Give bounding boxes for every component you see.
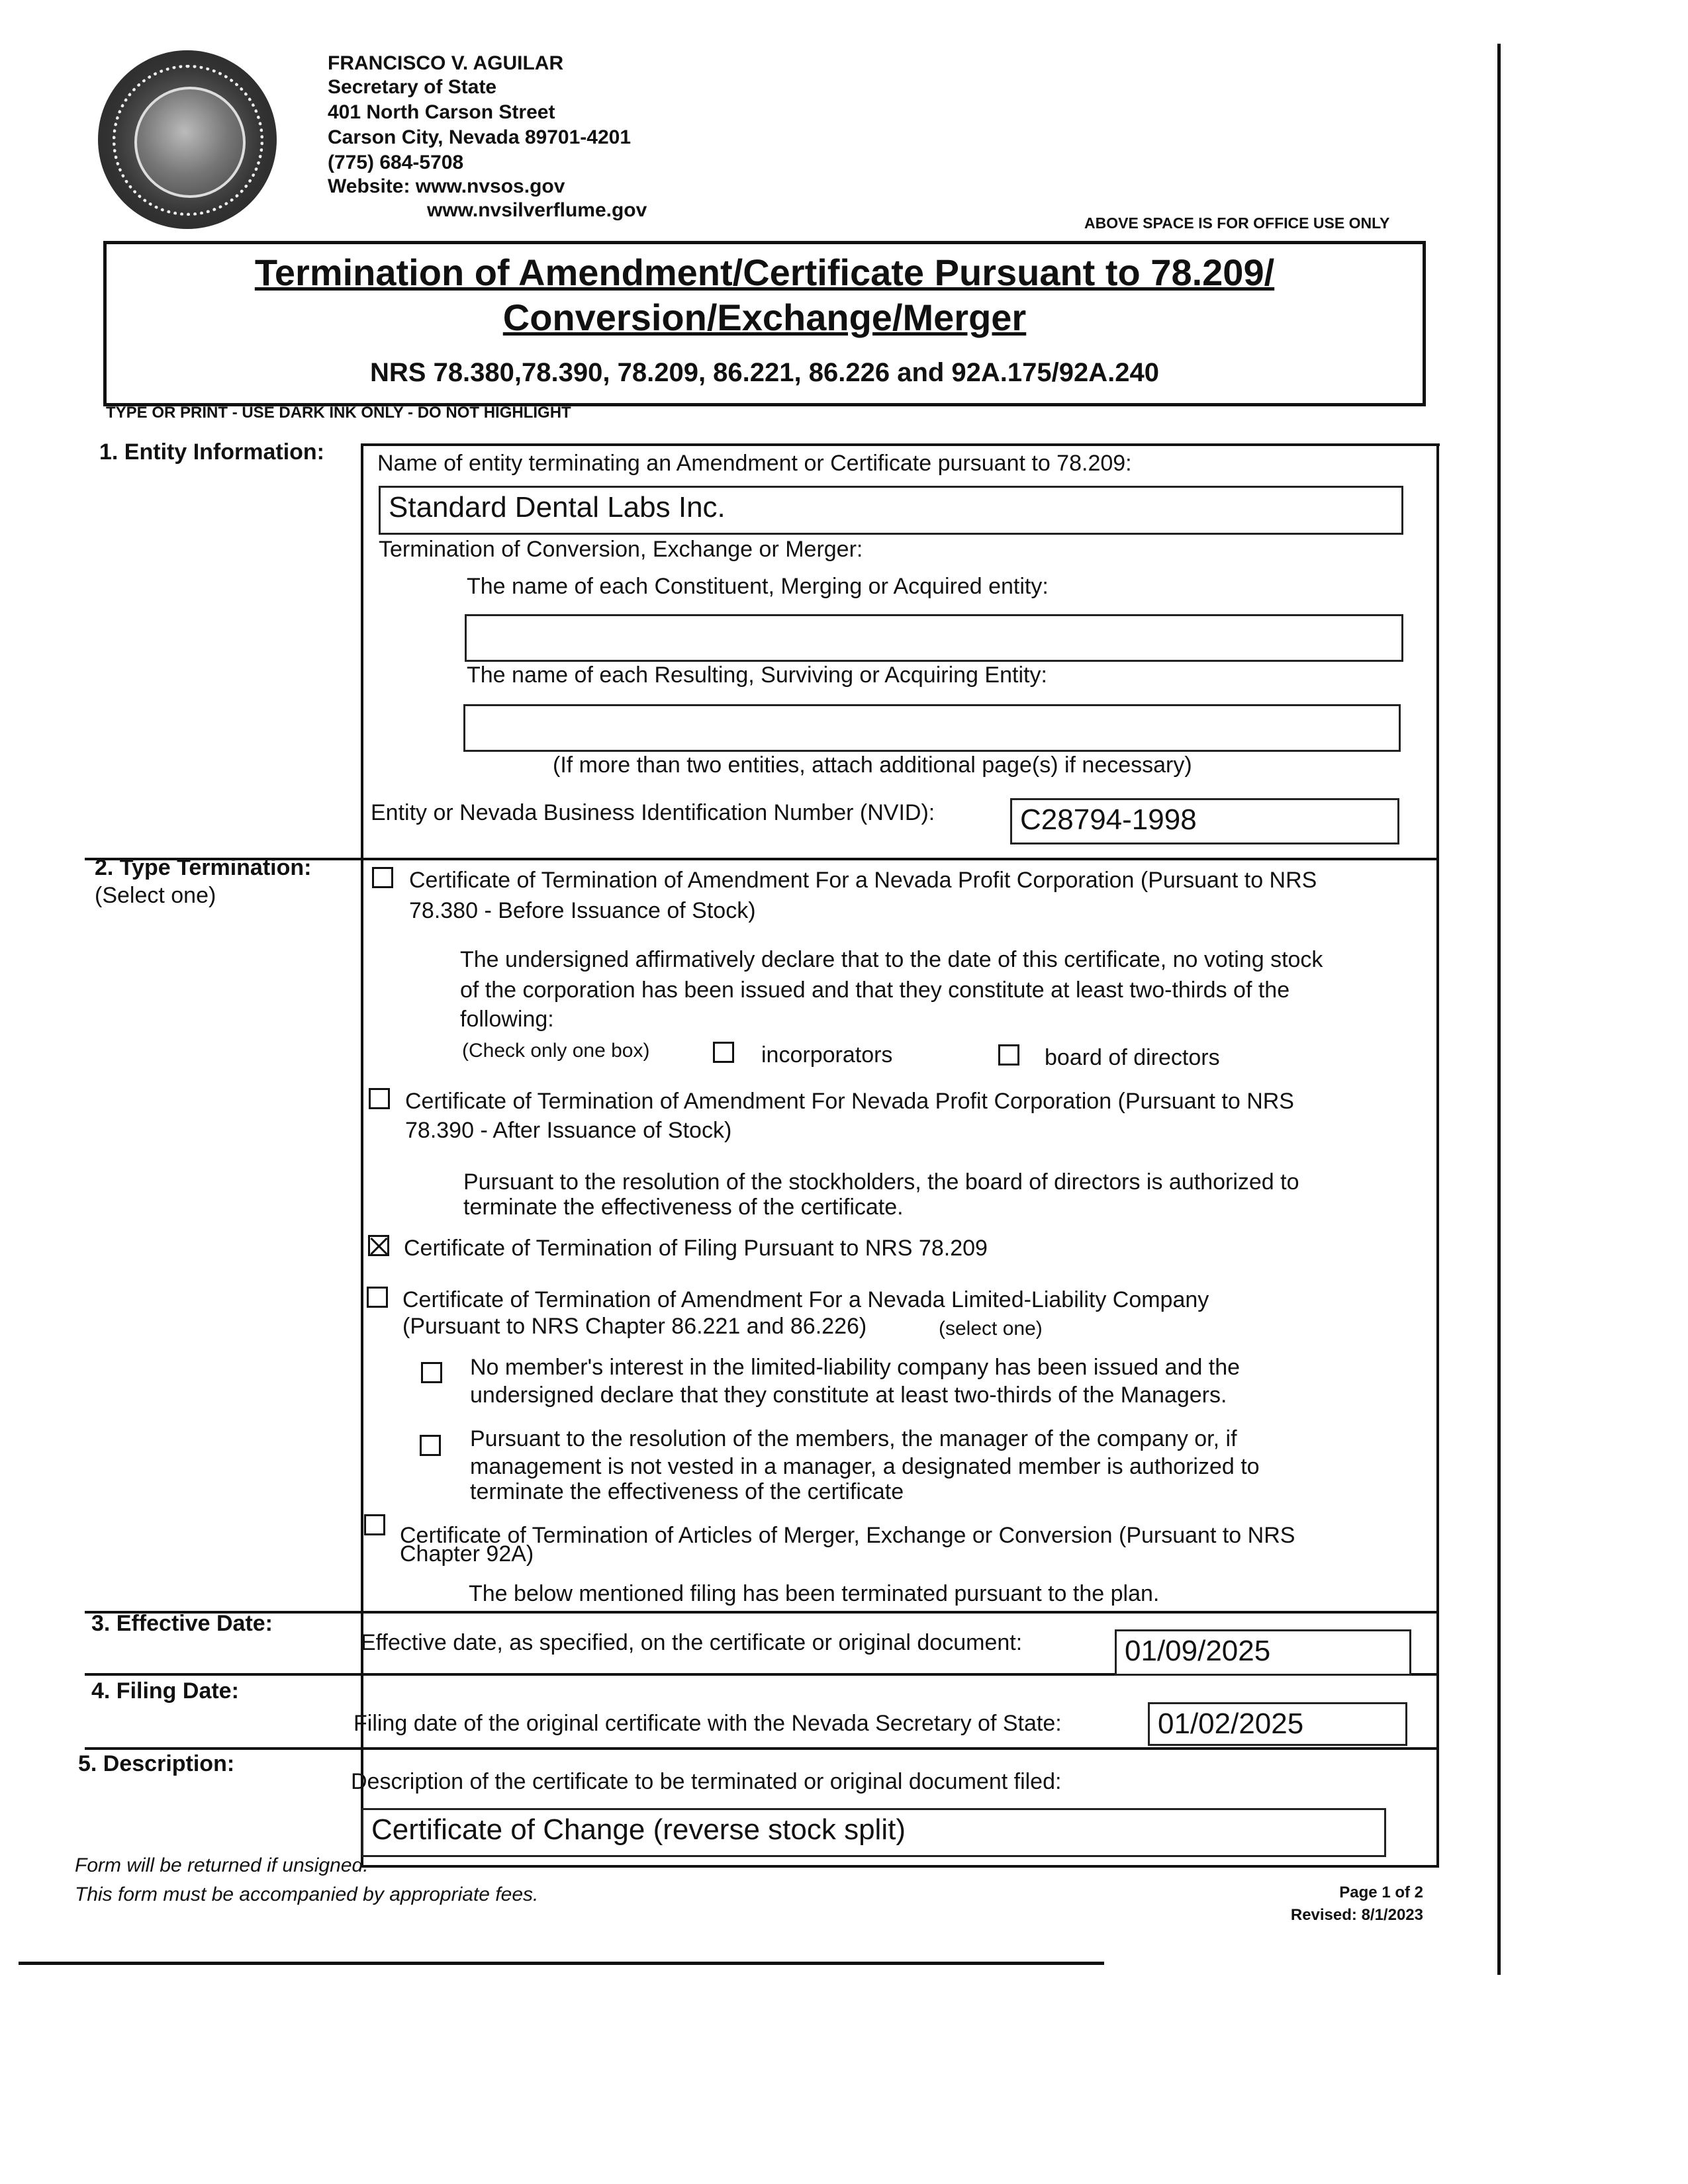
option1-line2: 78.380 - Before Issuance of Stock)	[409, 898, 756, 923]
form-title-line2: Conversion/Exchange/Merger	[502, 296, 1027, 338]
nvid-prompt: Entity or Nevada Business Identification Number (NVID):	[371, 800, 935, 825]
row-sep-4	[85, 1747, 1439, 1750]
option2-checkbox[interactable]	[369, 1088, 390, 1109]
option1-checkbox[interactable]	[372, 867, 393, 888]
footer-unsigned-note: Form will be returned if unsigned.	[75, 1854, 369, 1876]
option2-line1: Certificate of Termination of Amendment For Nevada Profit Corporation (Pursuant to NRS	[405, 1089, 1294, 1114]
scan-edge-right	[1497, 44, 1501, 1975]
section5-label: 5. Description:	[78, 1751, 235, 1776]
option5-line2: Chapter 92A)	[400, 1541, 534, 1567]
website-2: www.nvsilverflume.gov	[427, 199, 647, 221]
incorporators-label: incorporators	[761, 1042, 893, 1068]
option2-desc1: Pursuant to the resolution of the stockholders, the board of directors is authorized to	[463, 1169, 1299, 1195]
conversion-prompt: Termination of Conversion, Exchange or Merger:	[379, 537, 863, 562]
phone: (775) 684-5708	[328, 152, 464, 173]
option3-label: Certificate of Termination of Filing Pursuant to NRS 78.209	[404, 1236, 988, 1261]
option4-select-note: (select one)	[939, 1318, 1043, 1340]
address-street: 401 North Carson Street	[328, 101, 555, 123]
option1-desc3: following:	[460, 1007, 554, 1032]
row-sep-2	[85, 1611, 1439, 1614]
option4b-checkbox[interactable]	[420, 1435, 441, 1456]
entity-name-field[interactable]	[379, 486, 1403, 535]
constituent-prompt: The name of each Constituent, Merging or Acquired entity:	[467, 574, 1049, 599]
scan-edge-bottom	[19, 1962, 1104, 1965]
option2-line2: 78.390 - After Issuance of Stock)	[405, 1118, 732, 1143]
board-label: board of directors	[1045, 1045, 1220, 1070]
board-checkbox[interactable]	[998, 1044, 1019, 1066]
option3-checkbox-checked[interactable]	[368, 1235, 389, 1256]
secretary-name: FRANCISCO V. AGUILAR	[328, 52, 564, 74]
option5-line1: Certificate of Termination of Articles of Merger, Exchange or Conversion (Pursuant to NRS	[400, 1523, 1295, 1548]
option4a-checkbox[interactable]	[421, 1362, 442, 1383]
filing-date-field[interactable]	[1148, 1702, 1407, 1746]
attach-note: (If more than two entities, attach additional page(s) if necessary)	[553, 752, 1192, 778]
option1-line1: Certificate of Termination of Amendment For a Nevada Profit Corporation (Pursuant to NRS	[409, 868, 1317, 893]
nvid-field[interactable]	[1010, 798, 1399, 844]
nevada-seal-icon	[98, 50, 277, 229]
resulting-entity-field[interactable]	[463, 704, 1401, 752]
entity-name-value: Standard Dental Labs Inc.	[389, 491, 726, 523]
option4b-line2: management is not vested in a manager, a designated member is authorized to	[470, 1454, 1260, 1479]
grid-top	[361, 443, 1440, 446]
section1-label: 1. Entity Information:	[99, 439, 324, 465]
footer-fees-note: This form must be accompanied by appropriate fees.	[75, 1884, 539, 1905]
description-field[interactable]	[361, 1808, 1386, 1857]
check-only-note: (Check only one box)	[462, 1040, 650, 1062]
title-box	[103, 241, 1426, 406]
revised-date: Revised: 8/1/2023	[1290, 1906, 1423, 1924]
nrs-references: NRS 78.380,78.390, 78.209, 86.221, 86.226 and 92A.175/92A.240	[370, 358, 1159, 387]
grid-bottom	[361, 1865, 1439, 1868]
incorporators-checkbox[interactable]	[713, 1042, 734, 1063]
option4b-line1: Pursuant to the resolution of the members, the manager of the company or, if	[470, 1426, 1237, 1451]
form-title-line1: Termination of Amendment/Certificate Pursuant to 78.209/	[254, 251, 1275, 293]
website-1: Website: www.nvsos.gov	[328, 175, 565, 197]
grid-right-edge	[1436, 443, 1439, 1866]
nvid-value: C28794-1998	[1020, 803, 1197, 836]
section2-label: 2. Type Termination:	[95, 855, 312, 880]
resulting-prompt: The name of each Resulting, Surviving or Acquiring Entity:	[467, 662, 1047, 688]
option4-checkbox[interactable]	[367, 1287, 388, 1308]
description-value: Certificate of Change (reverse stock split)	[371, 1813, 906, 1846]
address-city: Carson City, Nevada 89701-4201	[328, 126, 632, 148]
effective-date-value: 01/09/2025	[1125, 1635, 1271, 1667]
effective-date-prompt: Effective date, as specified, on the certificate or original document:	[361, 1630, 1023, 1655]
constituent-entity-field[interactable]	[465, 614, 1403, 662]
option5-desc: The below mentioned filing has been terminated pursuant to the plan.	[469, 1581, 1160, 1606]
section2-sublabel: (Select one)	[95, 883, 216, 908]
option4-line1: Certificate of Termination of Amendment For a Nevada Limited-Liability Company	[402, 1287, 1209, 1312]
option4a-line1: No member's interest in the limited-liability company has been issued and the	[470, 1355, 1241, 1380]
section3-label: 3. Effective Date:	[91, 1611, 273, 1636]
page-number: Page 1 of 2	[1339, 1884, 1423, 1901]
option1-desc1: The undersigned affirmatively declare that to the date of this certificate, no voting stock	[460, 947, 1323, 972]
option1-desc2: of the corporation has been issued and that they constitute at least two-thirds of the	[460, 978, 1290, 1003]
description-prompt: Description of the certificate to be terminated or original document filed:	[351, 1769, 1062, 1794]
filing-date-prompt: Filing date of the original certificate with the Nevada Secretary of State:	[353, 1711, 1062, 1736]
option4-line2: (Pursuant to NRS Chapter 86.221 and 86.226)	[402, 1314, 867, 1339]
print-instructions: TYPE OR PRINT - USE DARK INK ONLY - DO NOT HIGHLIGHT	[106, 404, 571, 422]
option5-checkbox[interactable]	[364, 1514, 385, 1535]
option4b-line3: terminate the effectiveness of the certificate	[470, 1479, 904, 1504]
office-use-note: ABOVE SPACE IS FOR OFFICE USE ONLY	[1084, 214, 1390, 232]
entity-name-prompt: Name of entity terminating an Amendment or Certificate pursuant to 78.209:	[377, 451, 1132, 476]
effective-date-field[interactable]	[1115, 1629, 1411, 1676]
filing-date-value: 01/02/2025	[1158, 1707, 1304, 1740]
section4-label: 4. Filing Date:	[91, 1678, 239, 1704]
option4a-line2: undersigned declare that they constitute at least two-thirds of the Managers.	[470, 1383, 1227, 1408]
option2-desc2: terminate the effectiveness of the certificate.	[463, 1195, 904, 1220]
secretary-title: Secretary of State	[328, 76, 497, 98]
